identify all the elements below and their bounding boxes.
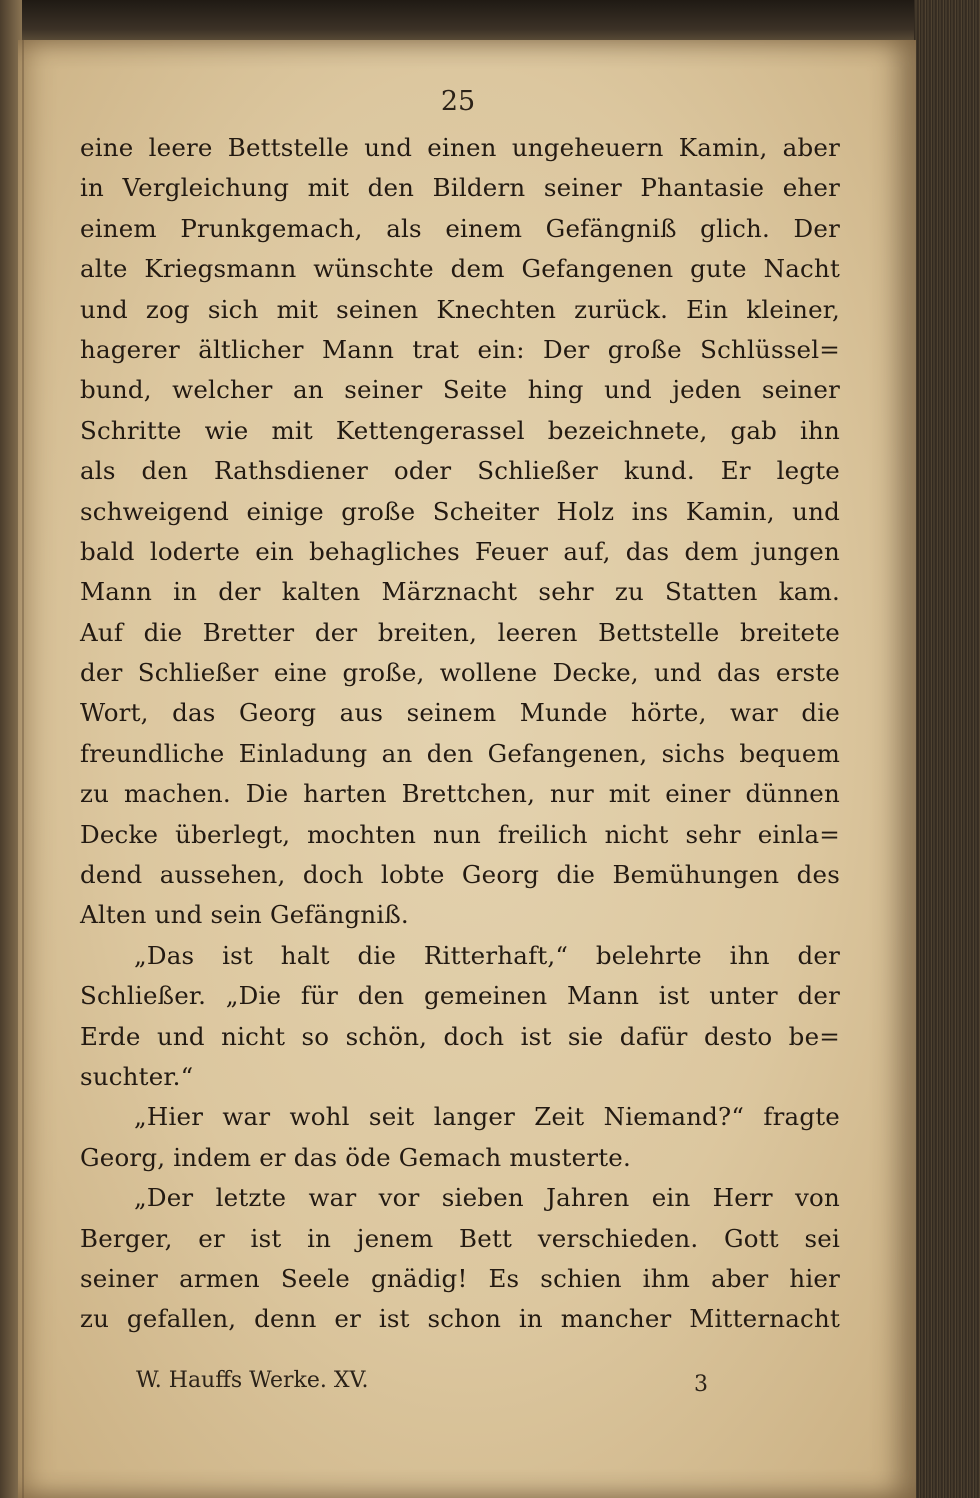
- text-line: Schritte wie mit Kettengerassel bezeichnete, gab ihn: [80, 415, 840, 445]
- text-line: zu machen. Die harten Brettchen, nur mit einer dünnen: [80, 779, 840, 809]
- text-line: Berger, er ist in jenem Bett verschieden. Gott sei: [80, 1223, 840, 1253]
- text-line: freundliche Einladung an den Gefangenen, sichs bequem: [80, 738, 840, 768]
- text-line: Erde und nicht so schön, doch ist sie dafür desto be=: [80, 1021, 840, 1051]
- text-line: dend aussehen, doch lobte Georg die Bemühungen des: [80, 860, 840, 890]
- page-fold: [22, 40, 24, 1498]
- page-number: 25: [440, 86, 476, 117]
- text-line: suchter.“: [80, 1061, 194, 1091]
- text-line: Decke überlegt, mochten nun freilich nicht sehr einla=: [80, 819, 840, 849]
- text-line: Schließer. „Die für den gemeinen Mann ist unter der: [80, 981, 840, 1011]
- text-line: Alten und sein Gefängniß.: [80, 900, 409, 930]
- text-line: der Schließer eine große, wollene Decke, und das erste: [80, 658, 840, 688]
- text-line: „Der letzte war vor sieben Jahren ein Herr von: [134, 1183, 840, 1213]
- text-line: in Vergleichung mit den Bildern seiner Phantasie eher: [80, 173, 840, 203]
- signature-mark: 3: [694, 1372, 708, 1397]
- text-line: einem Prunkgemach, als einem Gefängniß glich. Der: [80, 213, 840, 243]
- text-line: Wort, das Georg aus seinem Munde hörte, war die: [80, 698, 840, 728]
- text-line: bund, welcher an seiner Seite hing und jeden seiner: [80, 375, 840, 405]
- text-line: und zog sich mit seinen Knechten zurück. Ein kleiner,: [80, 294, 840, 324]
- footer-imprint: W. Hauffs Werke. XV.: [136, 1368, 369, 1393]
- text-line: Mann in der kalten Märznacht sehr zu Statten kam.: [80, 577, 840, 607]
- text-line: schweigend einige große Scheiter Holz ins Kamin, und: [80, 496, 840, 526]
- text-line: „Hier war wohl seit langer Zeit Niemand?“ fragte: [134, 1102, 840, 1132]
- text-line: eine leere Bettstelle und einen ungeheuern Kamin, aber: [80, 133, 840, 162]
- text-line: zu gefallen, denn er ist schon in mancher Mitternacht: [80, 1304, 840, 1334]
- text-line: Georg, indem er das öde Gemach musterte.: [80, 1142, 631, 1172]
- text-line: seiner armen Seele gnädig! Es schien ihm aber hier: [80, 1263, 840, 1293]
- book-page: [18, 40, 916, 1498]
- text-line: hagerer ältlicher Mann trat ein: Der große Schlüssel=: [80, 334, 840, 364]
- text-line: als den Rathsdiener oder Schließer kund. Er legte: [80, 456, 840, 486]
- text-line: „Das ist halt die Ritterhaft,“ belehrte ihn der: [134, 940, 840, 970]
- body-text: [80, 128, 840, 1340]
- text-line: alte Kriegsmann wünschte dem Gefangenen gute Nacht: [80, 254, 840, 284]
- text-line: bald loderte ein behagliches Feuer auf, das dem jungen: [80, 536, 840, 566]
- text-line: Auf die Bretter der breiten, leeren Bettstelle breitete: [80, 617, 840, 647]
- book-page-edges: [914, 0, 980, 1498]
